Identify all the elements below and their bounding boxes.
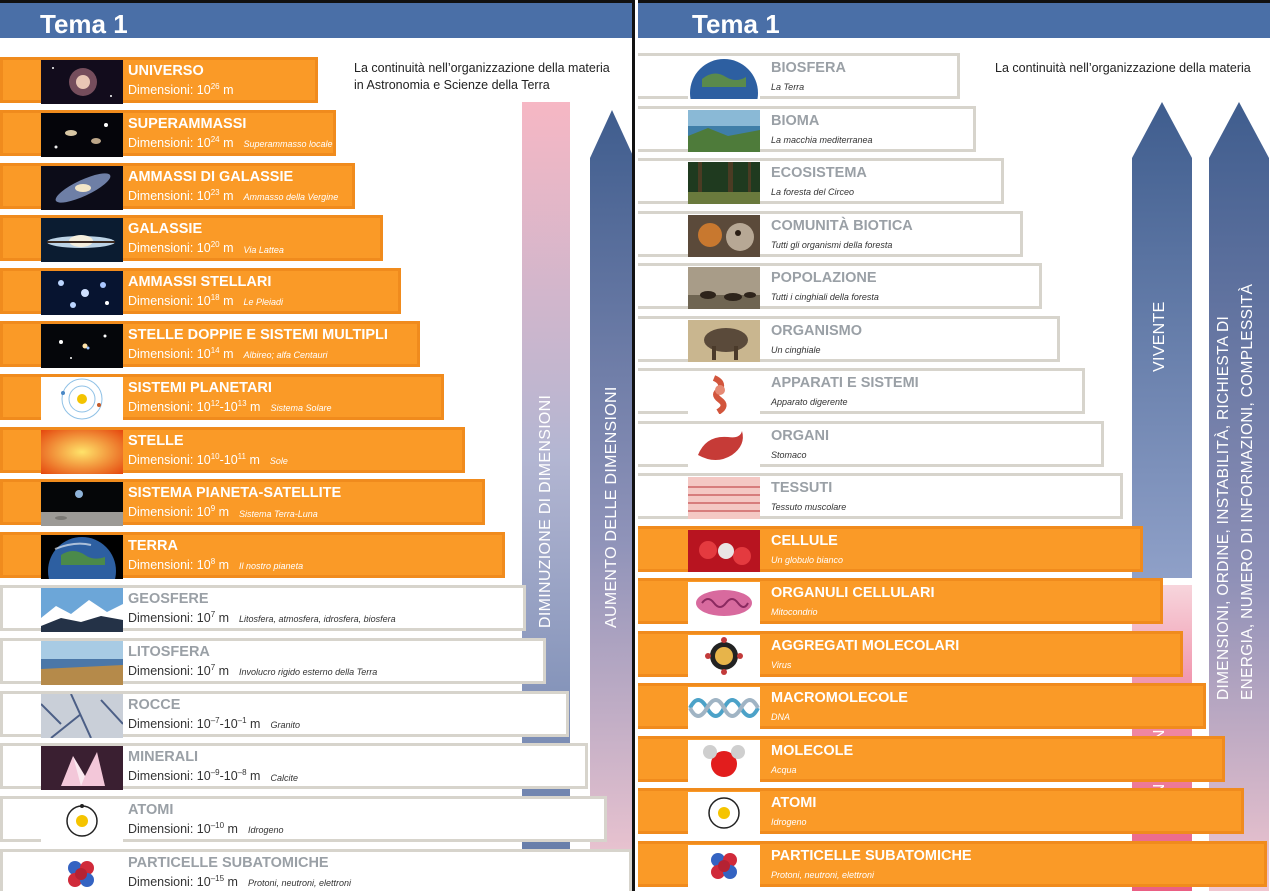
level-name: TESSUTI (771, 480, 833, 496)
level-image (688, 845, 760, 887)
level-example: Apparato digerente (771, 397, 848, 407)
level-bar (0, 57, 318, 103)
level-name: PARTICELLE SUBATOMICHE (128, 855, 329, 871)
level-image (688, 687, 760, 729)
level-bar (638, 473, 1123, 519)
level-example: La Terra (771, 82, 805, 92)
level-example: Protoni, neutroni, elettroni (247, 878, 351, 889)
level-name: ECOSISTEMA (771, 165, 867, 181)
tema-title: Tema 1 (692, 9, 780, 39)
level-example: La foresta del Circeo (771, 187, 855, 197)
level-dimension: Dimensioni: $10^{10}-10^{11}$ m Sole (128, 451, 288, 467)
level-example: Le Pleiadi (243, 297, 284, 308)
level-bar (638, 316, 1060, 362)
level-example: Il nostro pianeta (239, 561, 304, 572)
level-example: Sistema Solare (270, 402, 332, 413)
level-dimension: Dimensioni: $10^{-15}$ m Protoni, neutroni, elettroni (128, 874, 351, 890)
level-dimension: Dimensioni: $10^{24}$ m Superammasso locale (128, 134, 333, 150)
level-bar (638, 106, 976, 152)
level-name: SISTEMA PIANETA-SATELLITE (128, 485, 342, 502)
level-name: LITOSFERA (128, 643, 210, 660)
level-bar (638, 263, 1042, 309)
level-image (41, 852, 123, 891)
level-example: Idrogeno (771, 817, 807, 827)
level-image (688, 792, 760, 834)
level-name: GEOSFERE (128, 591, 209, 607)
level-bar (0, 479, 485, 525)
level-example: Virus (771, 659, 792, 670)
level-image (688, 57, 760, 99)
level-bar (638, 368, 1085, 414)
level-image (688, 215, 760, 257)
level-example: Involucro rigido esterno della Terra (239, 666, 378, 677)
level-bar (638, 788, 1244, 834)
level-name: SISTEMI PLANETARI (128, 379, 272, 396)
level-image (688, 320, 760, 362)
level-dimension: Dimensioni: $10^9$ m Sistema Terra-Luna (128, 504, 318, 520)
level-dimension: Dimensioni: $10^7$ m Litosfera, atmosfera, idrosfera, biosfera (128, 610, 396, 626)
subtitle-line1: La continuità nell’organizzazione della materia (354, 61, 610, 75)
level-image (688, 635, 760, 677)
vivente-label: VIVENTE (1151, 301, 1168, 372)
level-dimension: Dimensioni: $10^{-10}$ m Idrogeno (128, 821, 284, 837)
level-example: Litosfera, atmosfera, idrosfera, biosfera (239, 614, 396, 625)
level-bar (0, 691, 569, 737)
level-bar (638, 578, 1163, 624)
level-name: SUPERAMMASSI (128, 115, 247, 132)
level-bar (0, 268, 401, 314)
level-name: ORGANISMO (771, 322, 863, 339)
level-name: UNIVERSO (128, 63, 204, 79)
arrow-down-label: DIMINUZIONE DI DIMENSIONI (537, 394, 554, 628)
level-image (41, 535, 123, 579)
level-bar (0, 427, 465, 473)
level-name: BIOSFERA (771, 60, 846, 76)
level-dimension: Dimensioni: $10^{23}$ m Ammasso della Vergine (128, 187, 339, 203)
level-image (688, 267, 760, 309)
level-example: Tessuto muscolare (771, 502, 847, 512)
level-name: AGGREGATI MOLECOLARI (771, 637, 960, 654)
level-bar (638, 841, 1267, 887)
level-image (41, 166, 123, 210)
level-example: Un globulo bianco (771, 554, 844, 565)
level-dimension: Dimensioni: $10^{-7}-10^{-1}$ m Granito (128, 715, 300, 731)
level-bar (638, 526, 1143, 572)
level-name: AMMASSI DI GALASSIE (128, 168, 294, 185)
level-image (41, 324, 123, 368)
level-bar (638, 683, 1206, 729)
level-bar (638, 631, 1183, 677)
right-panel (638, 0, 1270, 891)
big-arrow-label-2: ENERGIA, NUMERO DI INFORMAZIONI, COMPLESSITÀ (1239, 283, 1256, 700)
level-image (688, 162, 760, 204)
level-bar (0, 743, 588, 789)
level-example: Tutti i cinghiali della foresta (771, 292, 879, 302)
level-name: CELLULE (771, 532, 838, 549)
level-example: DNA (771, 712, 791, 722)
level-image (41, 641, 123, 685)
level-name: ATOMI (771, 795, 817, 811)
level-name: COMUNITÀ BIOTICA (771, 217, 913, 234)
level-name: MINERALI (128, 749, 199, 766)
level-example: Protoni, neutroni, elettroni (771, 869, 875, 880)
level-image (688, 582, 760, 624)
level-dimension: Dimensioni: $10^7$ m Involucro rigido esterno della Terra (128, 662, 378, 678)
level-image (688, 372, 760, 414)
level-name: POPOLAZIONE (771, 270, 877, 286)
big-arrow-label-1: DIMENSIONI, ORDINE, INSTABILITÀ, RICHIESTA DI (1215, 315, 1232, 700)
level-example: Granito (270, 719, 300, 730)
level-example: Albireo; alfa Centauri (243, 350, 328, 361)
level-image (688, 530, 760, 572)
level-example: Un cinghiale (771, 344, 821, 355)
level-bar (0, 585, 526, 631)
level-image (41, 482, 123, 526)
level-image (41, 588, 123, 632)
level-image (41, 746, 123, 790)
level-dimension: Dimensioni: $10^{12}-10^{13}$ m Sistema Solare (128, 398, 332, 414)
level-bar (0, 163, 355, 209)
level-example: Sistema Terra-Luna (239, 508, 318, 519)
level-example: La macchia mediterranea (771, 134, 873, 145)
level-example: Tutti gli organismi della foresta (771, 239, 893, 250)
level-bar (0, 321, 420, 367)
level-dimension: Dimensioni: $10^8$ m Il nostro pianeta (128, 557, 304, 573)
level-dimension: Dimensioni: $10^{14}$ m Albireo; alfa Centauri (128, 346, 328, 362)
level-bar (638, 158, 1004, 204)
arrow-up-label: AUMENTO DELLE DIMENSIONI (603, 386, 620, 628)
subtitle: La continuità nell’organizzazione della materia (995, 61, 1251, 75)
level-example: Calcite (270, 772, 298, 783)
level-name: STELLE (128, 432, 184, 449)
level-image (41, 218, 123, 262)
level-name: PARTICELLE SUBATOMICHE (771, 847, 972, 864)
level-bar (0, 849, 632, 891)
level-example: Via Lattea (243, 244, 284, 255)
level-example: Ammasso della Vergine (243, 191, 339, 202)
level-bar (0, 638, 546, 684)
level-example: Mitocondrio (771, 607, 818, 617)
level-image (41, 113, 123, 157)
level-name: TERRA (128, 538, 178, 555)
level-example: Idrogeno (247, 825, 284, 836)
level-name: AMMASSI STELLARI (128, 274, 272, 291)
level-bar (0, 374, 444, 420)
level-image (688, 425, 760, 467)
level-name: MOLECOLE (771, 742, 854, 759)
level-example: Sole (269, 455, 288, 466)
level-example: Superammasso locale (243, 138, 333, 149)
level-bar (638, 736, 1225, 782)
level-name: GALASSIE (128, 221, 203, 238)
level-name: ATOMI (128, 802, 174, 819)
level-bar (0, 215, 383, 261)
level-image (41, 694, 123, 738)
level-image (41, 799, 123, 843)
level-name: ORGANI (771, 427, 829, 444)
level-dimension: Dimensioni: $10^{20}$ m Via Lattea (128, 240, 284, 256)
level-name: STELLE DOPPIE E SISTEMI MULTIPLI (128, 327, 388, 343)
level-dimension: Dimensioni: $10^{-9}-10^{-8}$ m Calcite (128, 768, 298, 784)
level-name: APPARATI E SISTEMI (771, 375, 919, 391)
level-image (41, 430, 123, 474)
subtitle-line2: in Astronomia e Scienze della Terra (354, 78, 550, 92)
level-dimension: Dimensioni: $10^{18}$ m Le Pleiadi (128, 293, 284, 309)
level-image (41, 60, 123, 104)
level-bar (0, 532, 505, 578)
level-bar (638, 53, 960, 99)
level-image (41, 271, 123, 315)
level-name: MACROMOLECOLE (771, 690, 908, 706)
level-image (688, 740, 760, 782)
level-bar (638, 211, 1023, 257)
level-example: Acqua (771, 764, 797, 775)
level-dimension: Dimensioni: $10^{26}$ m (128, 82, 234, 98)
tema-title: Tema 1 (40, 9, 128, 39)
level-image (41, 377, 123, 421)
level-name: BIOMA (771, 112, 820, 129)
level-bar (0, 110, 336, 156)
level-image (688, 110, 760, 152)
level-bar (638, 421, 1104, 467)
level-bar (0, 796, 607, 842)
level-example: Stomaco (771, 449, 807, 460)
level-name: ORGANULI CELLULARI (771, 585, 935, 601)
level-image (688, 477, 760, 519)
level-name: ROCCE (128, 696, 181, 713)
